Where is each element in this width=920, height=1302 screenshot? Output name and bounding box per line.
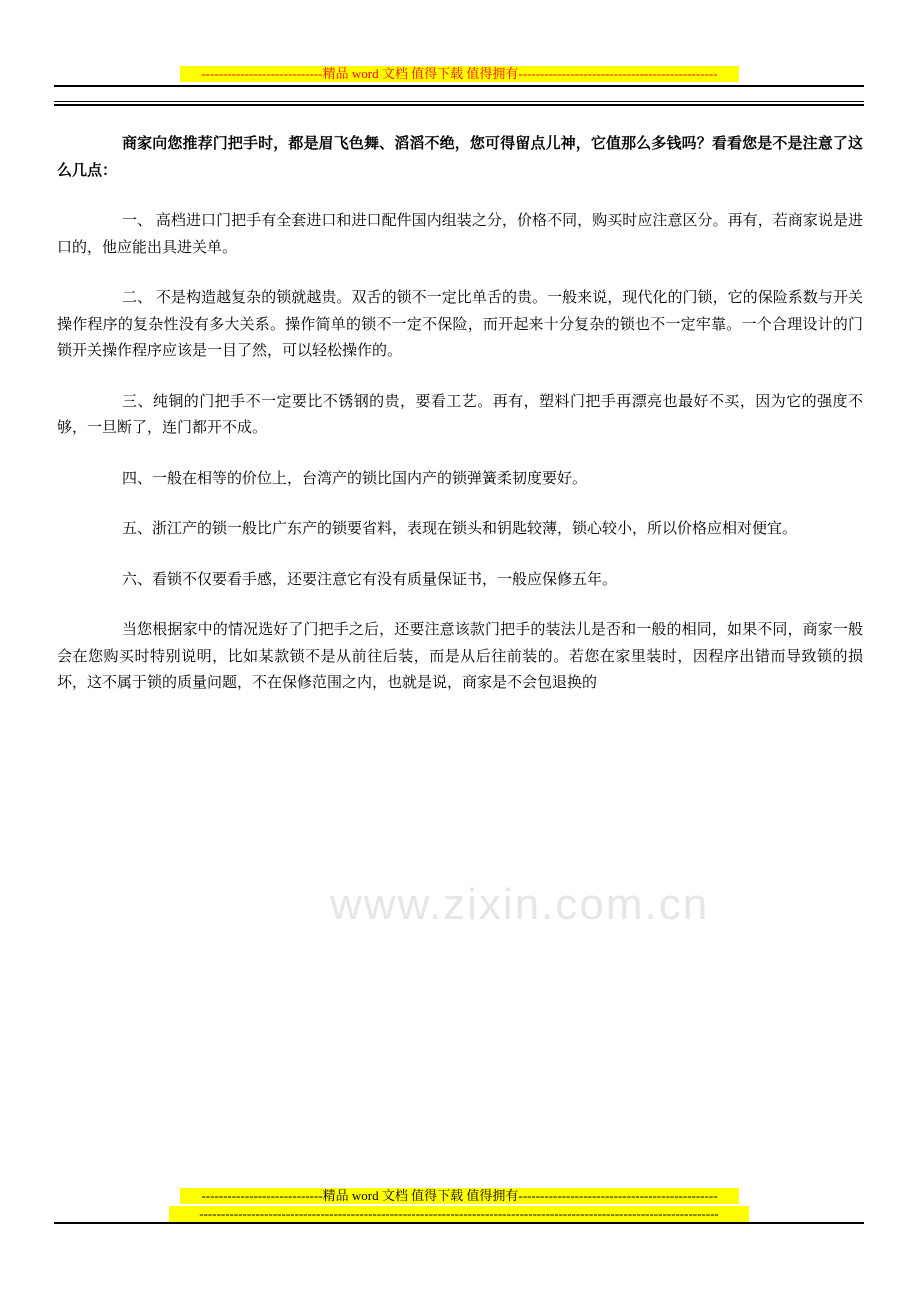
footer-banner: ----------------------------精品 word 文档 值得下载 值得拥有----------------------------------------------: [180, 1188, 739, 1204]
point-3-paragraph: 三、纯铜的门把手不一定要比不锈钢的贵，要看工艺。再有，塑料门把手再漂亮也最好不买，因为它的强度不够，一旦断了，连门都开不成。: [57, 393, 863, 436]
header-double-rule-bottom: [54, 104, 864, 106]
closing-paragraph: 当您根据家中的情况选好了门把手之后，还要注意该款门把手的装法儿是否和一般的相同，如果不同，商家一般会在您购买时特别说明，比如某款锁不是从前往后装，而是从后往前装的。若您在家里装时，因程序出错而导致锁的损坏，这不属于锁的质量问题，不在保修范围之内，也就是说，商家是不会包退换的: [57, 622, 863, 691]
header-banner: ----------------------------精品 word 文档 值得下载 值得拥有----------------------------------------------: [180, 66, 739, 82]
point-6-paragraph: 六、看锁不仅要看手感，还要注意它有没有质量保证书，一般应保修五年。: [122, 571, 618, 588]
footer-dashes: ------------------------------------------------------------------------------------------------------------------------: [169, 1206, 749, 1222]
header-double-rule-top: [54, 101, 864, 102]
document-body: [57, 131, 863, 697]
footer-rule: [54, 1222, 864, 1224]
point-2-paragraph: 二、 不是构造越复杂的锁就越贵。双舌的锁不一定比单舌的贵。一般来说，现代化的门锁，它的保险系数与开关操作程序的复杂性没有多大关系。操作简单的锁不一定不保险，而开起来十分复杂的锁也不一定牢靠。一个合理设计的门锁开关操作程序应该是一目了然，可以轻松操作的。: [57, 290, 863, 359]
watermark: www.zixin.com.cn: [330, 880, 710, 929]
intro-paragraph: 商家向您推荐门把手时，都是眉飞色舞、滔滔不绝，您可得留点儿神，它值那么多钱吗？看看您是不是注意了这么几点：: [57, 136, 863, 179]
point-1-paragraph: 一、 高档进口门把手有全套进口和进口配件国内组装之分，价格不同，购买时应注意区分。再有，若商家说是进口的，他应能出具进关单。: [57, 213, 863, 256]
header-rule: [54, 85, 864, 87]
point-4-paragraph: 四、一般在相等的价位上，台湾产的锁比国内产的锁弹簧柔韧度要好。: [122, 470, 588, 487]
point-5-paragraph: 五、浙江产的锁一般比广东产的锁要省料，表现在锁头和钥匙较薄，锁心较小，所以价格应相对便宜。: [122, 521, 798, 537]
